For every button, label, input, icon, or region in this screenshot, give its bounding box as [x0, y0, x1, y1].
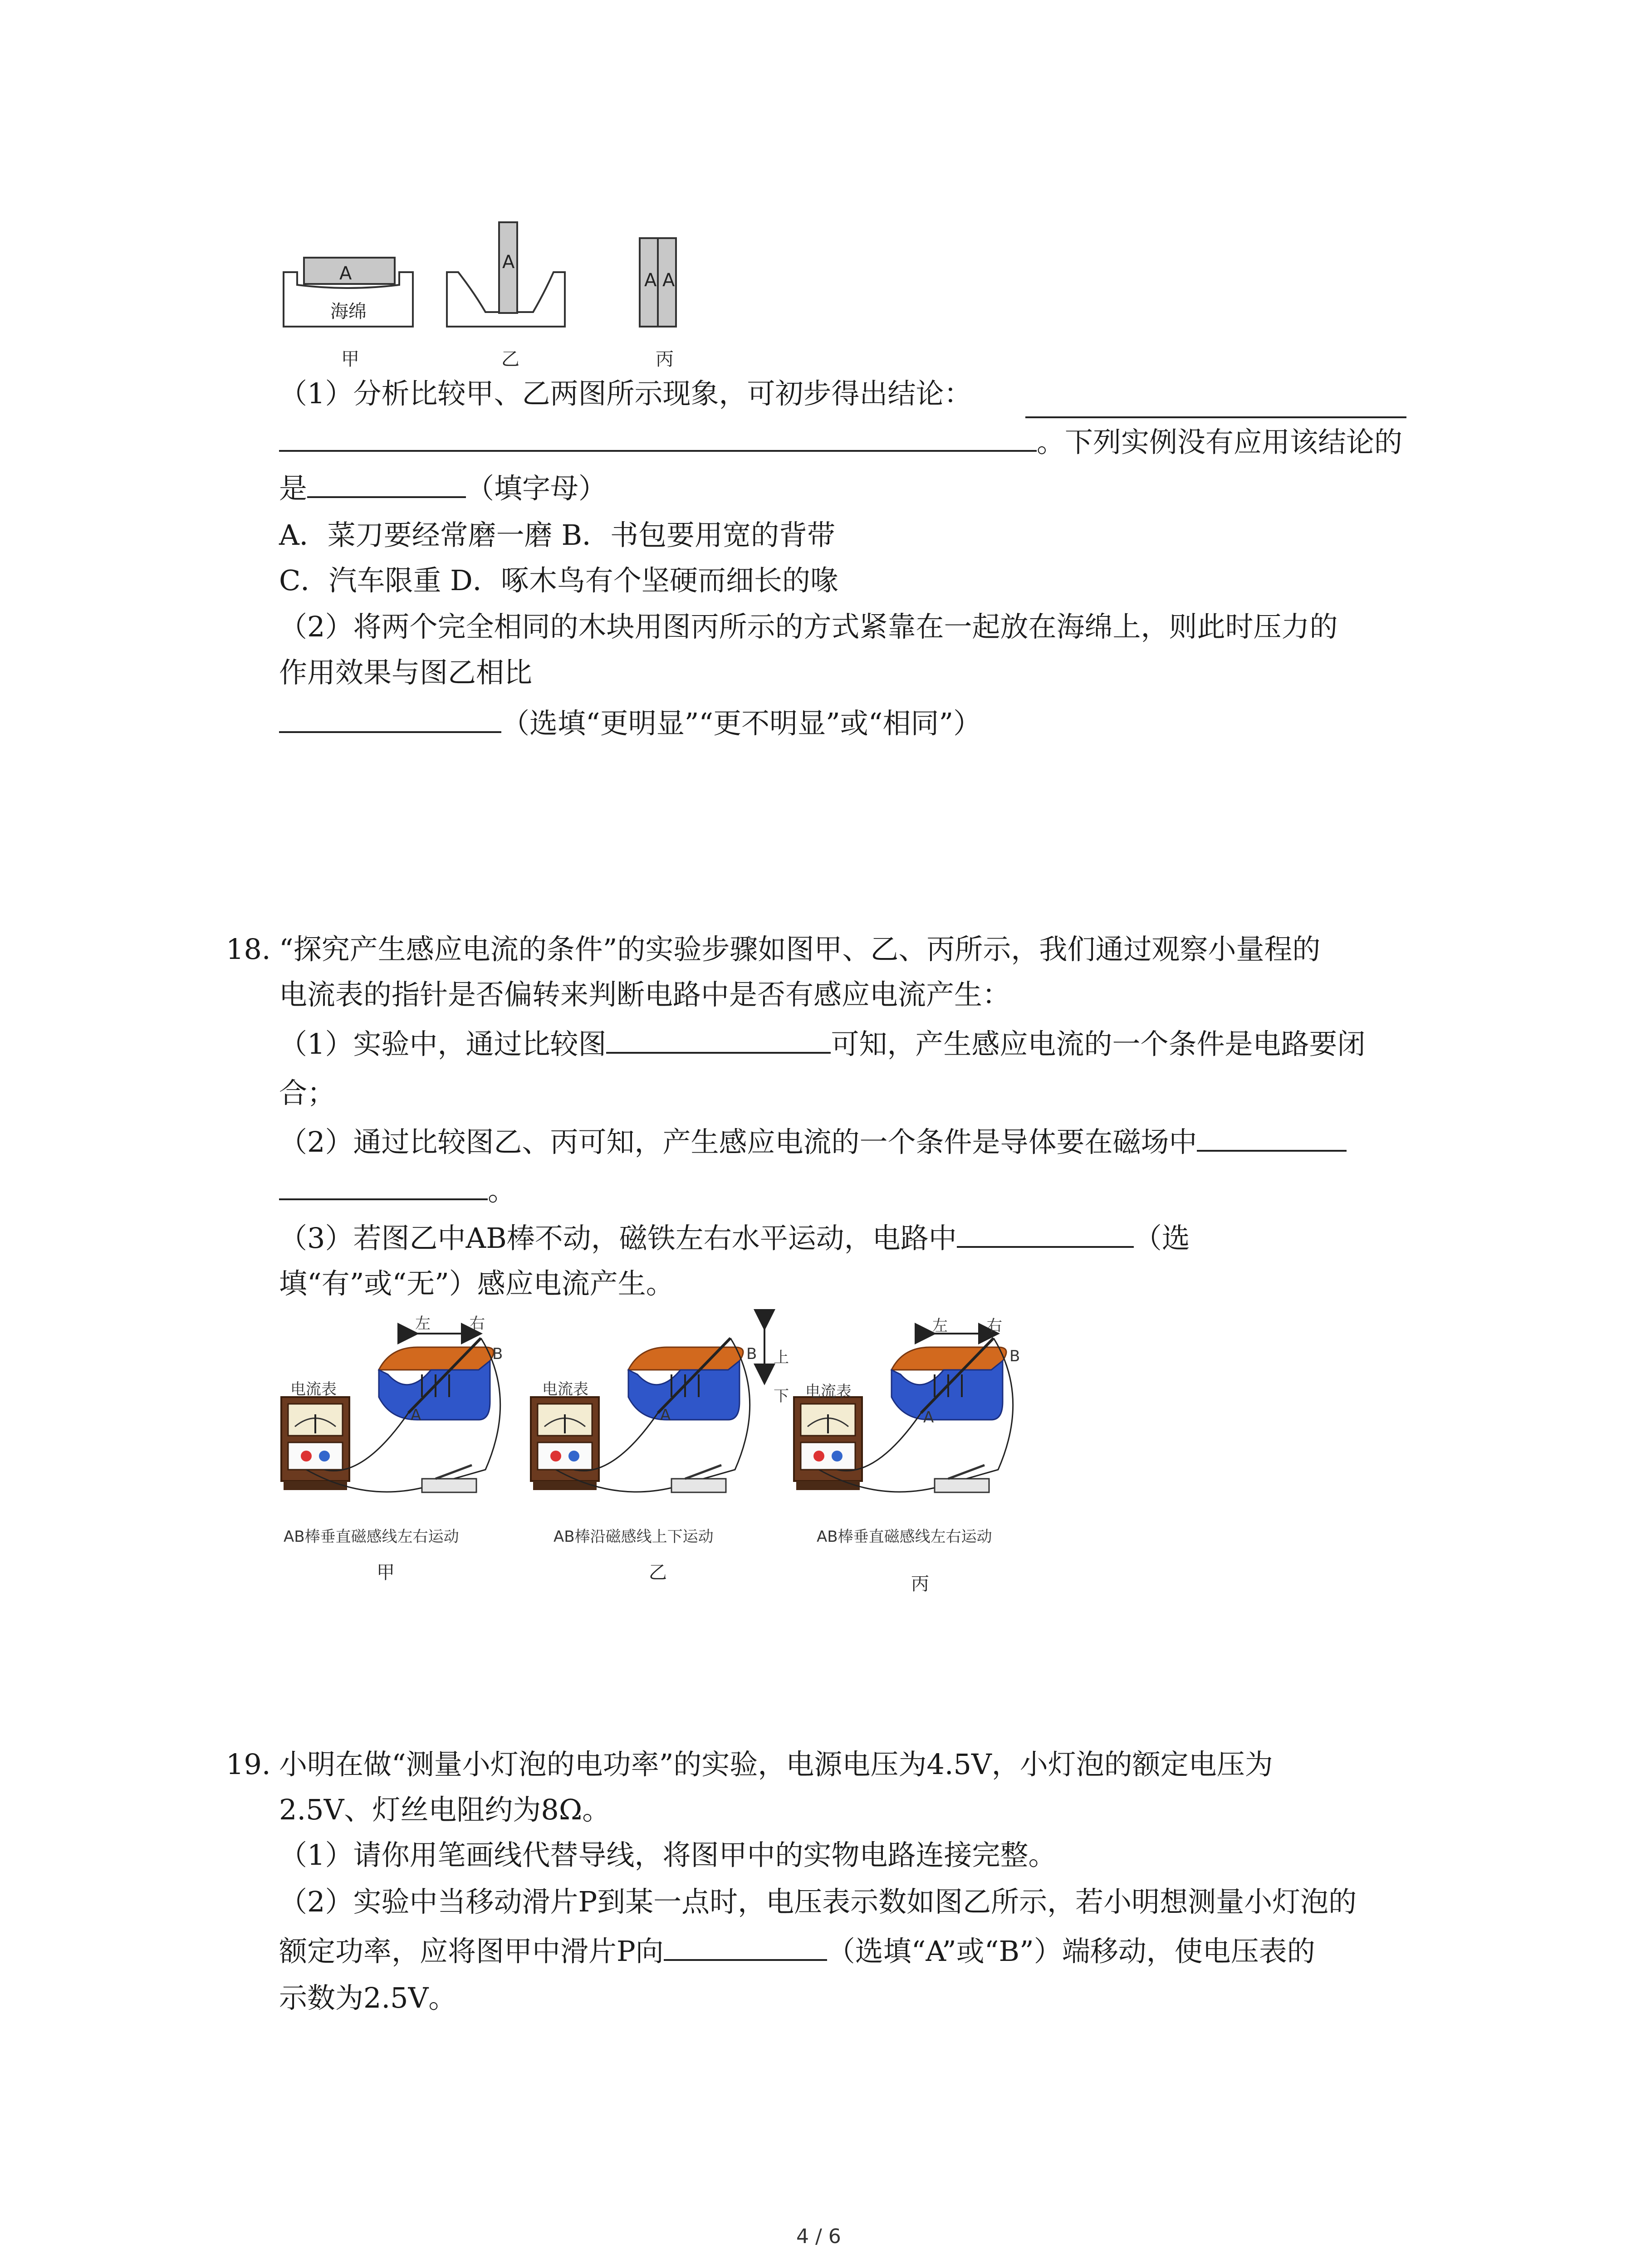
- q17-options-ab: A．菜刀要经常磨一磨 B．书包要用宽的背带: [279, 518, 836, 552]
- caption-setup-yi: AB棒沿磁感线上下运动: [554, 1528, 714, 1546]
- block-label-yi: A: [502, 252, 515, 273]
- sponge-label: 海绵: [330, 301, 367, 322]
- q19-number: 19.: [226, 1748, 271, 1781]
- q18-line2: 电流表的指针是否偏转来判断电路中是否有感应电流产生：: [279, 978, 1011, 1011]
- right-label-bing: 右: [987, 1317, 1002, 1335]
- q18-part1-line2: 合；: [279, 1076, 336, 1110]
- figure-caption-yi: 乙: [501, 349, 519, 370]
- q17-options-cd: C．汽车限重 D．啄木鸟有个坚硬而细长的喙: [279, 564, 838, 597]
- q17-part1-line3: 是 （填字母）: [279, 472, 607, 505]
- q17-part2-line2: 作用效果与图乙相比: [279, 656, 533, 689]
- q19-part2-line3: 示数为2.5V。: [279, 1981, 457, 2014]
- q17-answer-blank-conclusion-a[interactable]: [1025, 391, 1406, 418]
- q17-answer-blank-conclusion-b[interactable]: [279, 425, 1037, 452]
- q19-answer-blank-direction[interactable]: [664, 1934, 827, 1961]
- q17-part2-line1: （2）将两个完全相同的木块用图丙所示的方式紧靠在一起放在海绵上，则此时压力的: [279, 610, 1338, 643]
- q18-part3-line1: （3）若图乙中AB棒不动，磁铁左右水平运动，电路中 （选: [279, 1222, 1190, 1255]
- q19-part1: （1）请你用笔画线代替导线，将图甲中的实物电路连接完整。: [279, 1838, 1057, 1872]
- block-label-jia: A: [339, 263, 352, 284]
- q17-part2-line3: （选填“更明显”“更不明显”或“相同”）: [279, 705, 981, 742]
- up-label: 上: [774, 1349, 789, 1367]
- rod-end-b-yi: B: [746, 1345, 757, 1363]
- rod-end-a-bing: A: [923, 1408, 934, 1427]
- rod-end-a-jia: A: [411, 1406, 421, 1424]
- q18-answer-blank-figures[interactable]: [606, 1026, 831, 1054]
- caption-setup-bing: AB棒垂直磁感线左右运动: [817, 1528, 992, 1546]
- left-label-jia: 左: [415, 1315, 431, 1333]
- down-label: 下: [774, 1387, 789, 1405]
- q19-part2-line1: （2）实验中当移动滑片P到某一点时，电压表示数如图乙所示，若小明想测量小灯泡的: [279, 1885, 1357, 1918]
- figure2-label-jia: 甲: [377, 1562, 395, 1583]
- page-number: 4 / 6: [796, 2225, 841, 2248]
- q18-answer-blank-current[interactable]: [957, 1221, 1134, 1248]
- q19-part2-line2: 额定功率，应将图甲中滑片P向 （选填“A”或“B”）端移动，使电压表的: [279, 1935, 1315, 1968]
- q18-line1: “探究产生感应电流的条件”的实验步骤如图甲、乙、丙所示，我们通过观察小量程的: [279, 933, 1321, 966]
- block-label-bing-2: A: [662, 270, 675, 291]
- ammeter-label-bing: 电流表: [805, 1383, 852, 1401]
- right-label-jia: 右: [470, 1315, 485, 1333]
- figure2-label-yi: 乙: [649, 1562, 667, 1583]
- q18-part1-line1: （1）实验中，通过比较图 可知，产生感应电流的一个条件是电路要闭: [279, 1027, 1366, 1061]
- figure-caption-jia: 甲: [341, 349, 359, 370]
- q18-part2-line2: 。: [279, 1173, 516, 1209]
- q18-answer-blank-motion-a[interactable]: [1197, 1124, 1347, 1152]
- q18-part2-line1: （2）通过比较图乙、丙可知，产生感应电流的一个条件是导体要在磁场中: [279, 1124, 1347, 1160]
- left-label-bing: 左: [932, 1317, 948, 1335]
- caption-setup-jia: AB棒垂直磁感线左右运动: [284, 1528, 459, 1546]
- rod-end-b-bing: B: [1009, 1347, 1020, 1365]
- q17-part1-line2: 。下列实例没有应用该结论的: [279, 424, 1402, 460]
- figure2-label-bing: 丙: [911, 1574, 929, 1594]
- ammeter-label-jia: 电流表: [290, 1380, 337, 1398]
- figure-caption-bing: 丙: [656, 349, 674, 370]
- q19-line2: 2.5V、灯丝电阻约为8Ω。: [279, 1793, 611, 1826]
- rod-end-b-jia: B: [492, 1345, 503, 1363]
- q17-part1-line1: （1）分析比较甲、乙两图所示现象，可初步得出结论：: [279, 377, 972, 410]
- induction-figure: [272, 1306, 1043, 1560]
- q18-part3-line2: 填“有”或“无”）感应电流产生。: [279, 1267, 674, 1300]
- q17-answer-blank-effect[interactable]: [279, 706, 501, 733]
- rod-end-a-yi: A: [660, 1406, 671, 1424]
- ammeter-label-yi: 电流表: [542, 1380, 588, 1398]
- block-label-bing-1: A: [644, 270, 657, 291]
- q18-number: 18.: [226, 933, 271, 966]
- q18-answer-blank-motion-b[interactable]: [279, 1173, 488, 1200]
- q19-line1: 小明在做“测量小灯泡的电功率”的实验，电源电压为4.5V，小灯泡的额定电压为: [279, 1748, 1273, 1781]
- q17-answer-blank-letter[interactable]: [307, 471, 466, 498]
